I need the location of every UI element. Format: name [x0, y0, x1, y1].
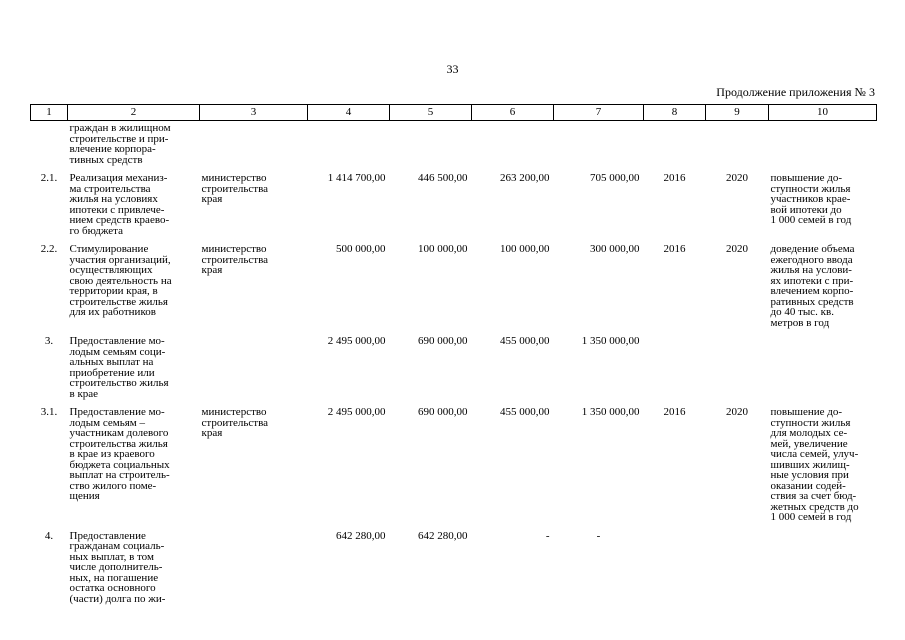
start-year: 2016: [663, 172, 686, 184]
executor: министерство строительства края: [201, 243, 269, 276]
row-number: [31, 121, 68, 174]
total-amount: 642 280,00: [336, 529, 386, 542]
col-header: 8: [644, 105, 706, 121]
amount-1: 690 000,00: [418, 406, 468, 418]
col-header: 6: [472, 105, 554, 121]
executor: министерство строительства края: [201, 172, 269, 205]
col-header: 10: [769, 105, 877, 121]
header-row: [31, 105, 877, 121]
expected-result: доведение объема ежегодного ввода жилья на услови- ях ипотеки с при- влечением корпо- ративных средств до 40 тыс. кв. метров в год: [770, 243, 855, 329]
measure-name: Предоставление мо- лодым семьям – участникам долевого строительства жилья в крае из краевого бюджета социальных выплат на строитель- ство жилого поме- щения: [69, 406, 170, 502]
row-number: 3.: [44, 335, 54, 347]
amount-3: 705 000,00: [590, 172, 640, 184]
amount-1: [390, 121, 472, 174]
col-header: 5: [390, 105, 472, 121]
amount-3: [554, 121, 644, 174]
total-amount: 2 495 000,00: [327, 406, 386, 418]
amount-2: 263 200,00: [500, 172, 550, 184]
measure-name: Реализация механиз- ма строительства жилья на условиях ипотеки с привлече- нием средств краево- го бюджета: [69, 172, 170, 237]
amount-2: [472, 121, 554, 174]
start-year: 2016: [663, 406, 686, 418]
end-year: 2020: [726, 243, 748, 255]
col-header: 1: [31, 105, 68, 121]
measure-name: граждан в жилищном строительстве и при- влечение корпора- тивных средств: [69, 122, 171, 166]
table-row: [31, 531, 877, 613]
start-year: [644, 531, 706, 613]
amount-1: 642 280,00: [418, 529, 468, 542]
page-number: 33: [446, 62, 459, 76]
total-amount: 2 495 000,00: [327, 335, 386, 347]
total-amount: 1 414 700,00: [327, 172, 386, 184]
total-amount: [308, 121, 390, 174]
measure-name: Предоставление мо- лодым семьям соци- альных выплат на приобретение или строительство жилья в крае: [69, 335, 169, 400]
amount-3: 300 000,00: [590, 243, 640, 255]
amount-2: 455 000,00: [500, 335, 550, 347]
expected-result: повышение до- ступности жилья для молодых се- мей, увеличение числа семей, улуч- шивших жилищ- ные условия при оказании содей- ствия за счет бюд- жетных средств до 1 000 семей в год: [770, 406, 859, 523]
expected-result: повышение до- ступности жилья участников крае- вой ипотеки до 1 000 семей в год: [770, 172, 852, 226]
amount-1: 690 000,00: [418, 335, 468, 347]
col-header: 4: [308, 105, 390, 121]
amount-3: 1 350 000,00: [581, 406, 640, 418]
continuation-label: Продолжение приложения № 3: [716, 85, 875, 99]
row-number: 3.1.: [40, 406, 58, 418]
col-header: 3: [200, 105, 308, 121]
amount-2: 100 000,00: [500, 243, 550, 255]
table-row: [31, 121, 877, 174]
table-row: [31, 407, 877, 531]
amount-3: -: [596, 529, 601, 542]
table-row: [31, 244, 877, 336]
end-year: [706, 121, 769, 174]
measure-name: Стимулирование участия организаций, осуществляющих свою деятельность на территории края, в строительстве жилья для их работников: [69, 243, 172, 318]
amount-2: 455 000,00: [500, 406, 550, 418]
end-year: 2020: [726, 406, 748, 418]
amount-1: 446 500,00: [418, 172, 468, 184]
program-table: [30, 104, 877, 612]
start-year: [644, 121, 706, 174]
amount-3: 1 350 000,00: [581, 335, 640, 347]
amount-1: 100 000,00: [418, 243, 468, 255]
end-year: [706, 531, 769, 613]
end-year: [706, 336, 769, 407]
row-number: 2.1.: [40, 172, 58, 184]
row-number: 4.: [44, 529, 54, 542]
measure-name: Предоставление гражданам социаль- ных выплат, в том числе дополнитель- ных, на погашение остатка основного (части) долга по жи-: [69, 529, 166, 605]
table-row: [31, 336, 877, 407]
amount-2: -: [545, 529, 550, 542]
start-year: [644, 336, 706, 407]
table-row: [31, 173, 877, 244]
col-header: 9: [706, 105, 769, 121]
col-header: 2: [68, 105, 200, 121]
executor: министерство строительства края: [201, 406, 269, 439]
col-header: 7: [554, 105, 644, 121]
start-year: 2016: [663, 243, 686, 255]
row-number: 2.2.: [40, 243, 58, 255]
end-year: 2020: [726, 172, 748, 184]
total-amount: 500 000,00: [336, 243, 386, 255]
